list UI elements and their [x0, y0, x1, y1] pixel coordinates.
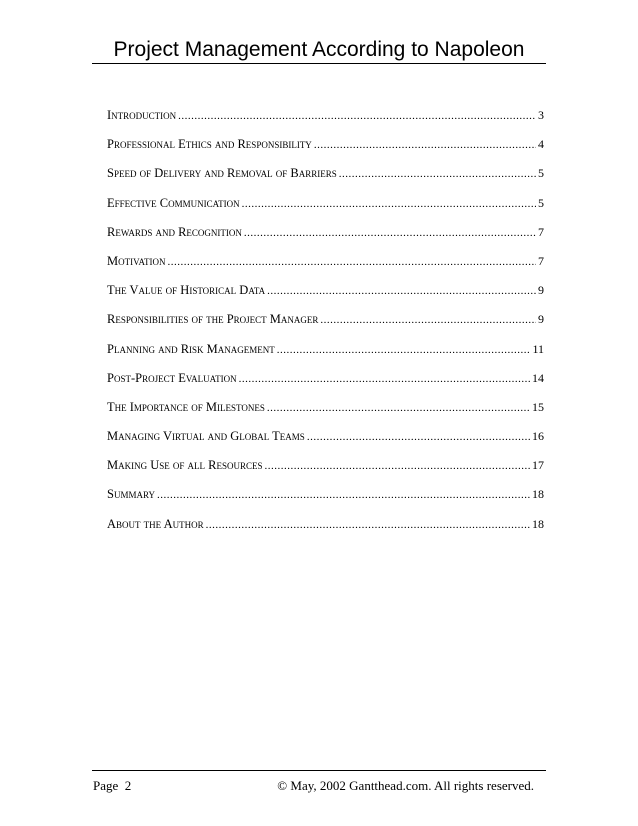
toc-dot-leader: [339, 168, 536, 180]
toc-entry-virtual-global-teams[interactable]: [107, 429, 544, 458]
toc-entry-page: 5: [538, 195, 544, 210]
toc-entry-page: 18: [532, 487, 544, 502]
toc-entry-title: Rewards and Recognition: [107, 224, 242, 239]
toc-dot-leader: [206, 519, 530, 531]
toc-entry-page: 7: [538, 253, 544, 268]
toc-dot-leader: [314, 139, 536, 151]
toc-entry-all-resources[interactable]: [107, 458, 544, 487]
toc-dot-leader: [307, 431, 530, 443]
toc-entry-title: Speed of Delivery and Removal of Barriers: [107, 166, 337, 181]
toc-dot-leader: [277, 344, 531, 356]
toc-entry-title: The Importance of Milestones: [107, 399, 265, 414]
toc-entry-title: Making Use of all Resources: [107, 458, 263, 473]
toc-entry-motivation[interactable]: [107, 254, 544, 283]
toc-dot-leader: [244, 227, 536, 239]
toc-dot-leader: [267, 402, 530, 414]
toc-entry-page: 18: [532, 516, 544, 531]
toc-entry-post-project-evaluation[interactable]: [107, 371, 544, 400]
toc-entry-title: Effective Communication: [107, 195, 240, 210]
toc-entry-title: Planning and Risk Management: [107, 341, 275, 356]
toc-entry-speed-of-delivery[interactable]: [107, 166, 544, 195]
toc-entry-page: 9: [538, 312, 544, 327]
footer-divider: [92, 770, 546, 771]
toc-dot-leader: [239, 373, 530, 385]
toc-dot-leader: [167, 256, 536, 268]
header-divider: [92, 63, 546, 64]
footer-page-number: Page 2: [93, 778, 132, 793]
toc-dot-leader: [178, 110, 536, 122]
toc-entry-professional-ethics[interactable]: [107, 137, 544, 166]
toc-entry-title: Post-Project Evaluation: [107, 370, 237, 385]
toc-entry-page: 14: [532, 370, 544, 385]
toc-entry-page: 15: [532, 399, 544, 414]
toc-entry-title: Introduction: [107, 108, 177, 122]
toc-entry-title: Managing Virtual and Global Teams: [107, 429, 305, 444]
toc-entry-page: 5: [538, 166, 544, 181]
toc-entry-responsibilities-pm[interactable]: [107, 312, 544, 341]
toc-dot-leader: [320, 314, 536, 326]
toc-entry-title: Professional Ethics and Responsibility: [107, 137, 312, 152]
toc-entry-planning-risk[interactable]: [107, 342, 544, 371]
toc-dot-leader: [242, 198, 536, 210]
toc-entry-title: About the Author: [107, 516, 204, 531]
toc-entry-title: Motivation: [107, 253, 166, 268]
toc-entry-introduction[interactable]: [107, 108, 544, 137]
toc-entry-title: Summary: [107, 487, 155, 502]
toc-entry-historical-data[interactable]: [107, 283, 544, 312]
toc-entry-page: 16: [532, 429, 544, 444]
toc-entry-page: 7: [538, 224, 544, 239]
toc-entry-summary[interactable]: [107, 487, 544, 516]
toc-dot-leader: [267, 285, 536, 297]
toc-entry-page: 4: [538, 137, 544, 152]
toc-entry-page: 17: [532, 458, 544, 473]
toc-entry-about-author[interactable]: [107, 517, 544, 546]
table-of-contents: [107, 108, 544, 546]
toc-entry-milestones[interactable]: [107, 400, 544, 429]
toc-dot-leader: [157, 489, 530, 501]
toc-entry-title: The Value of Historical Data: [107, 283, 266, 298]
toc-entry-title: Responsibilities of the Project Manager: [107, 312, 319, 327]
footer-copyright: © May, 2002 Gantthead.com. All rights reserved.: [277, 778, 534, 793]
toc-entry-page: 9: [538, 283, 544, 298]
toc-entry-page: 3: [538, 108, 544, 122]
toc-dot-leader: [265, 460, 531, 472]
toc-entry-rewards-and-recognition[interactable]: [107, 225, 544, 254]
toc-entry-effective-communication[interactable]: [107, 196, 544, 225]
page-header-title: Project Management According to Napoleon: [113, 38, 525, 61]
toc-entry-page: 11: [532, 341, 544, 356]
